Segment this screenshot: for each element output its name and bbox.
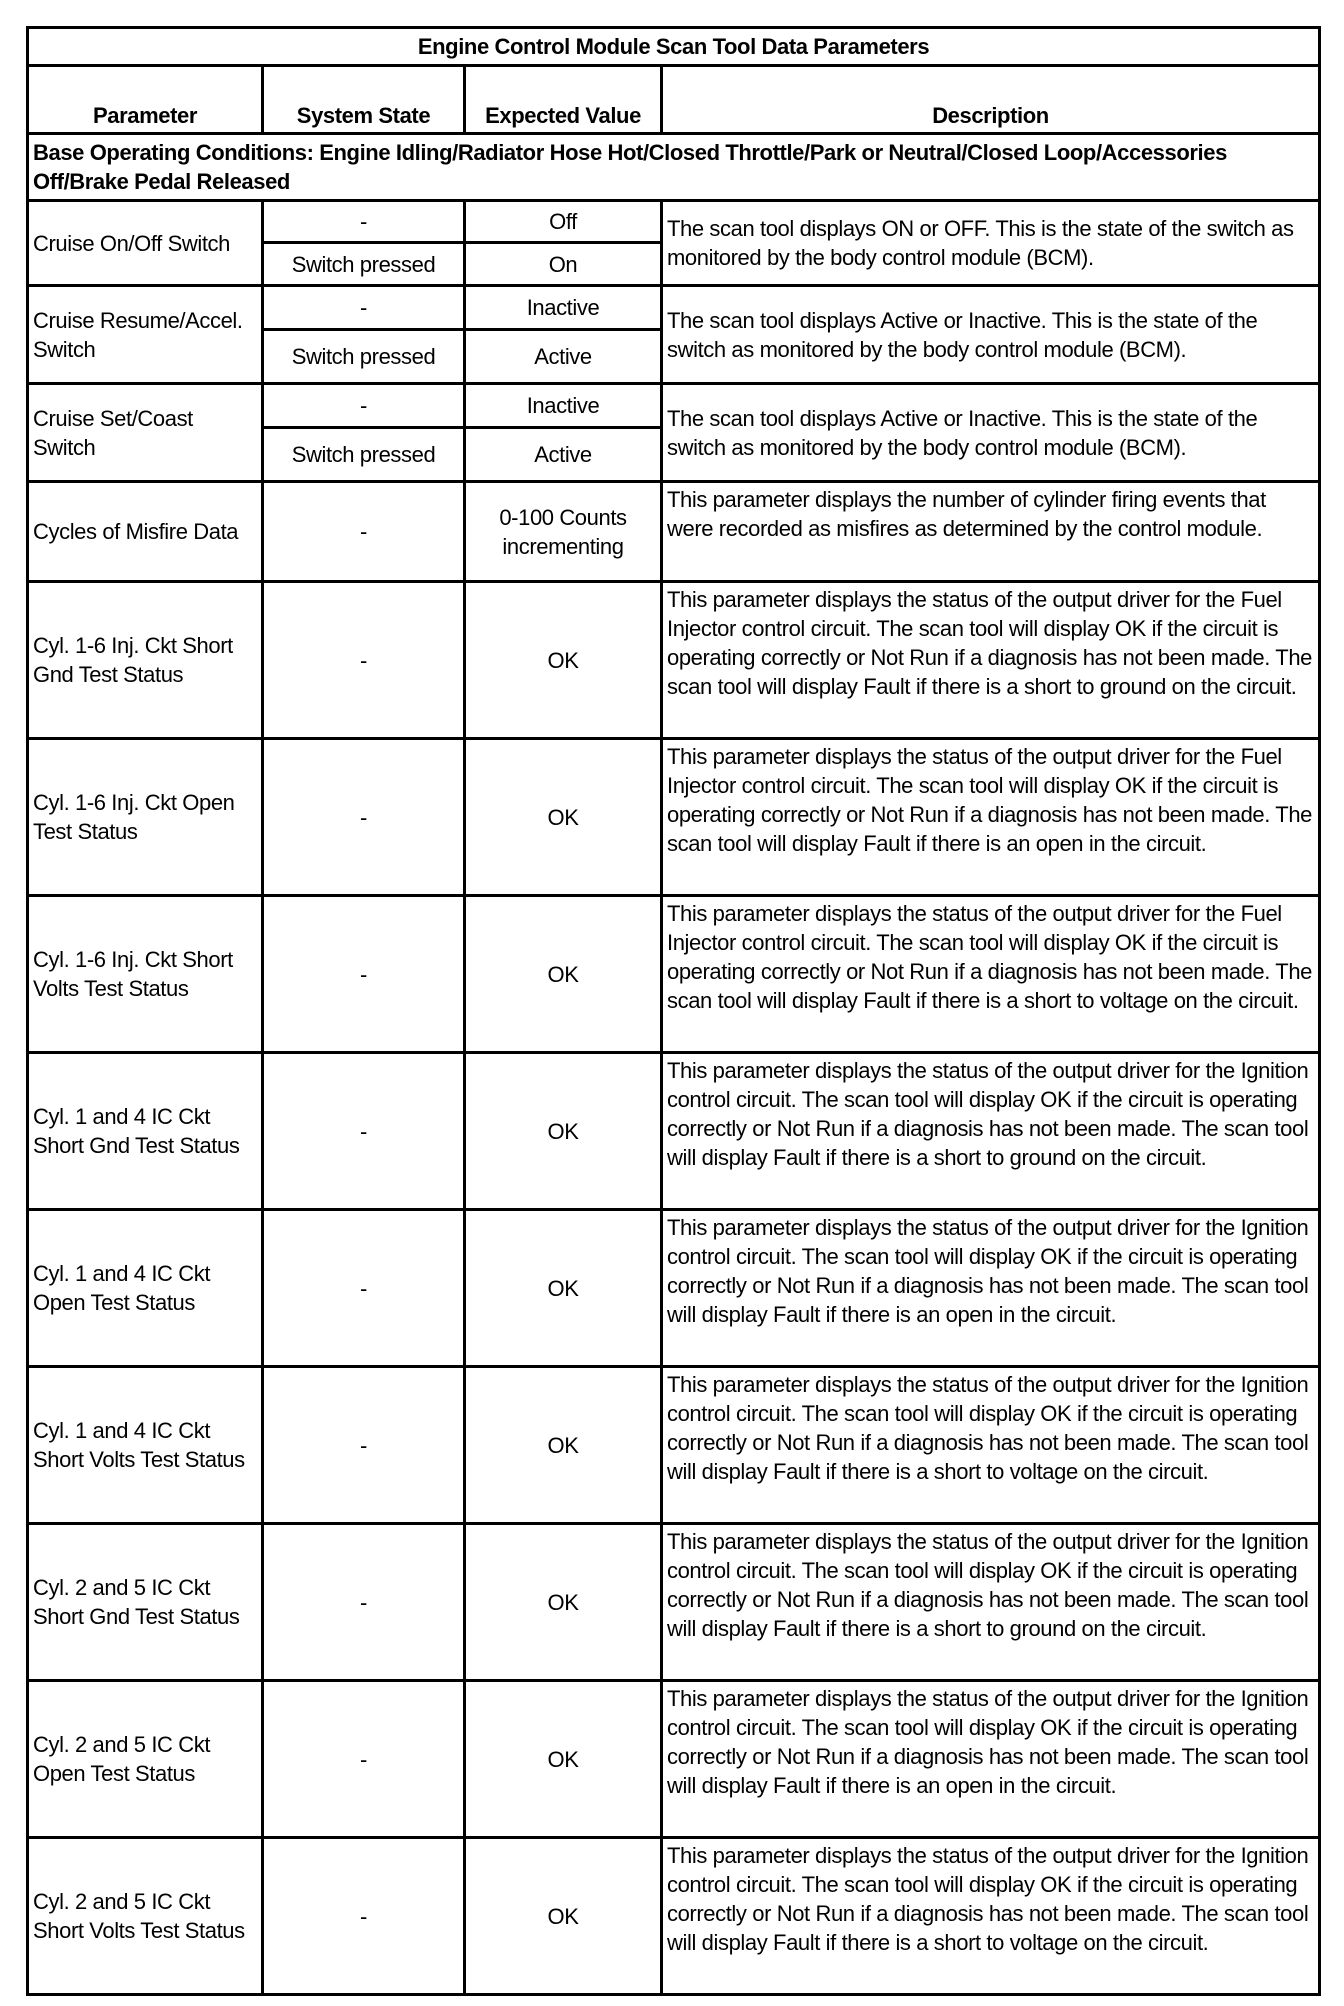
system-state-cell: - — [263, 896, 465, 1053]
expected-value-cell: OK — [465, 1367, 662, 1524]
table-row — [28, 1681, 1320, 1838]
system-state-cell: Switch pressed — [263, 428, 465, 482]
parameter-cell: Cruise Set/Coast Switch — [28, 384, 263, 482]
system-state-cell: - — [263, 1838, 465, 1995]
system-state-cell: - — [263, 1053, 465, 1210]
expected-value-cell: Inactive — [465, 384, 662, 428]
expected-value-cell: Active — [465, 428, 662, 482]
expected-value-cell: OK — [465, 896, 662, 1053]
expected-value-cell: OK — [465, 582, 662, 739]
expected-value-cell: Active — [465, 330, 662, 384]
expected-value-cell: OK — [465, 1524, 662, 1681]
table-row — [28, 1838, 1320, 1995]
description-cell: The scan tool displays Active or Inactive. This is the state of the switch as monitored by the body control module (BCM). — [662, 384, 1320, 482]
description-cell: This parameter displays the status of the output driver for the Ignition control circuit. The scan tool will display OK if the circuit is operating correctly or Not Run if a diagnosis has not been made. The scan tool will display Fault if there is a short to voltage on the circuit. — [662, 1838, 1320, 1995]
system-state-cell: Switch pressed — [263, 330, 465, 384]
system-state-cell: - — [263, 1524, 465, 1681]
expected-value-cell: Off — [465, 201, 662, 243]
description-cell: This parameter displays the status of the output driver for the Fuel Injector control circuit. The scan tool will display OK if the circuit is operating correctly or Not Run if a diagnosis has not been made. The scan tool will display Fault if there is a short to voltage on the circuit. — [662, 896, 1320, 1053]
table-row — [28, 384, 1320, 428]
description-cell: This parameter displays the status of the output driver for the Fuel Injector control circuit. The scan tool will display OK if the circuit is operating correctly or Not Run if a diagnosis has not been made. The scan tool will display Fault if there is a short to ground on the circuit. — [662, 582, 1320, 739]
header-expected-value: Expected Value — [465, 66, 662, 134]
scan-tool-data-table — [26, 26, 1321, 1996]
parameter-cell: Cyl. 2 and 5 IC Ckt Open Test Status — [28, 1681, 263, 1838]
parameter-cell: Cruise On/Off Switch — [28, 201, 263, 286]
system-state-cell: - — [263, 1367, 465, 1524]
table-row — [28, 1210, 1320, 1367]
table-row — [28, 739, 1320, 896]
system-state-cell: - — [263, 286, 465, 330]
expected-value-cell: Inactive — [465, 286, 662, 330]
parameter-cell: Cruise Resume/Accel. Switch — [28, 286, 263, 384]
expected-value-cell: OK — [465, 1210, 662, 1367]
system-state-cell: - — [263, 582, 465, 739]
description-cell: The scan tool displays Active or Inactive. This is the state of the switch as monitored by the body control module (BCM). — [662, 286, 1320, 384]
description-cell: This parameter displays the status of the output driver for the Ignition control circuit. The scan tool will display OK if the circuit is operating correctly or Not Run if a diagnosis has not been made. The scan tool will display Fault if there is a short to ground on the circuit. — [662, 1053, 1320, 1210]
table-title: Engine Control Module Scan Tool Data Parameters — [28, 28, 1320, 66]
system-state-cell: - — [263, 739, 465, 896]
expected-value-cell: OK — [465, 1053, 662, 1210]
table-row — [28, 582, 1320, 739]
parameter-cell: Cyl. 1 and 4 IC Ckt Open Test Status — [28, 1210, 263, 1367]
table-row — [28, 1053, 1320, 1210]
system-state-cell: - — [263, 482, 465, 582]
system-state-cell: - — [263, 1681, 465, 1838]
parameter-cell: Cyl. 1 and 4 IC Ckt Short Gnd Test Status — [28, 1053, 263, 1210]
description-cell: This parameter displays the status of the output driver for the Fuel Injector control circuit. The scan tool will display OK if the circuit is operating correctly or Not Run if a diagnosis has not been made. The scan tool will display Fault if there is an open in the circuit. — [662, 739, 1320, 896]
parameter-cell: Cyl. 2 and 5 IC Ckt Short Gnd Test Status — [28, 1524, 263, 1681]
parameter-cell: Cyl. 1-6 Inj. Ckt Open Test Status — [28, 739, 263, 896]
expected-value-cell: On — [465, 243, 662, 286]
expected-value-cell: OK — [465, 739, 662, 896]
header-parameter: Parameter — [28, 66, 263, 134]
table-row — [28, 1367, 1320, 1524]
system-state-cell: - — [263, 1210, 465, 1367]
system-state-cell: - — [263, 384, 465, 428]
description-cell: This parameter displays the status of the output driver for the Ignition control circuit. The scan tool will display OK if the circuit is operating correctly or Not Run if a diagnosis has not been made. The scan tool will display Fault if there is an open in the circuit. — [662, 1210, 1320, 1367]
description-cell: This parameter displays the status of the output driver for the Ignition control circuit. The scan tool will display OK if the circuit is operating correctly or Not Run if a diagnosis has not been made. The scan tool will display Fault if there is a short to ground on the circuit. — [662, 1524, 1320, 1681]
base-operating-conditions: Base Operating Conditions: Engine Idling/Radiator Hose Hot/Closed Throttle/Park or Neutral/Closed Loop/Accessories Off/Brake Pedal Released — [28, 134, 1320, 201]
table-row — [28, 1524, 1320, 1681]
expected-value-cell: 0-100 Counts incrementing — [465, 482, 662, 582]
description-cell: This parameter displays the status of the output driver for the Ignition control circuit. The scan tool will display OK if the circuit is operating correctly or Not Run if a diagnosis has not been made. The scan tool will display Fault if there is an open in the circuit. — [662, 1681, 1320, 1838]
table-row — [28, 286, 1320, 330]
parameter-cell: Cyl. 2 and 5 IC Ckt Short Volts Test Status — [28, 1838, 263, 1995]
table-row — [28, 896, 1320, 1053]
parameter-cell: Cyl. 1-6 Inj. Ckt Short Gnd Test Status — [28, 582, 263, 739]
parameter-cell: Cycles of Misfire Data — [28, 482, 263, 582]
header-system-state: System State — [263, 66, 465, 134]
expected-value-cell: OK — [465, 1681, 662, 1838]
description-cell: This parameter displays the number of cylinder firing events that were recorded as misfires as determined by the control module. — [662, 482, 1320, 582]
table-row — [28, 482, 1320, 582]
parameter-cell: Cyl. 1 and 4 IC Ckt Short Volts Test Status — [28, 1367, 263, 1524]
description-cell: This parameter displays the status of the output driver for the Ignition control circuit. The scan tool will display OK if the circuit is operating correctly or Not Run if a diagnosis has not been made. The scan tool will display Fault if there is a short to voltage on the circuit. — [662, 1367, 1320, 1524]
system-state-cell: - — [263, 201, 465, 243]
header-description: Description — [662, 66, 1320, 134]
table-row — [28, 201, 1320, 243]
system-state-cell: Switch pressed — [263, 243, 465, 286]
description-cell: The scan tool displays ON or OFF. This is the state of the switch as monitored by the body control module (BCM). — [662, 201, 1320, 286]
expected-value-cell: OK — [465, 1838, 662, 1995]
parameter-cell: Cyl. 1-6 Inj. Ckt Short Volts Test Status — [28, 896, 263, 1053]
